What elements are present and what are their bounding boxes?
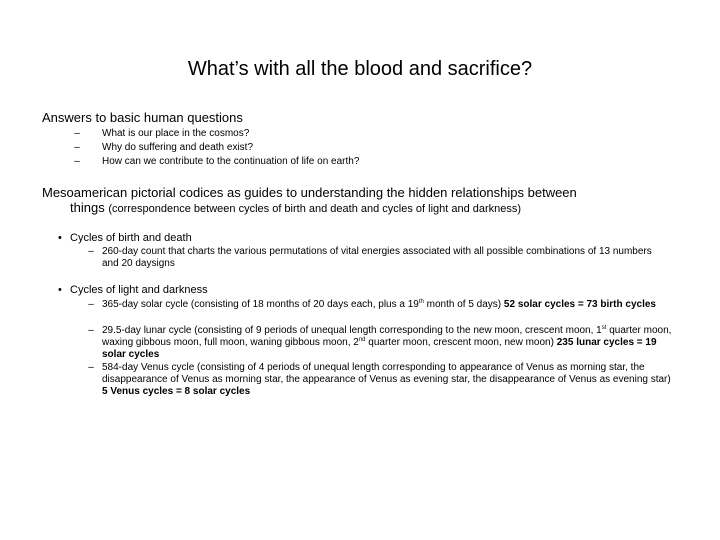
- solar-cycle-description: [102, 299, 677, 311]
- heading-lead-word: things: [70, 200, 105, 215]
- bullet-marker: •: [58, 232, 62, 244]
- question-text: How can we contribute to the continuation of life on earth?: [102, 156, 360, 167]
- venus-equivalence: 5 Venus cycles = 8 solar cycles: [102, 386, 251, 397]
- lunar-cycle-description: [102, 325, 677, 361]
- bullet-label-birth-death: Cycles of birth and death: [70, 232, 192, 244]
- ordinal-suffix: st: [601, 325, 607, 331]
- dash-marker: –: [74, 128, 80, 139]
- heading-parenthetical: (correspondence between cycles of birth and death and cycles of light and darkness): [108, 203, 522, 215]
- question-text: What is our place in the cosmos?: [102, 128, 250, 139]
- question-text: Why do suffering and death exist?: [102, 142, 254, 153]
- lunar-text: 29.5-day lunar cycle (consisting of 9 periods of unequal length corresponding to the new moon, crescent moon, 1: [102, 325, 602, 336]
- ordinal-suffix: th: [418, 299, 424, 305]
- dash-marker: –: [88, 299, 94, 310]
- section-heading-codices: Mesoamerican pictorial codices as guides to understanding the hidden relationships between: [42, 185, 577, 200]
- lunar-text-end: quarter moon, crescent moon, new moon): [365, 337, 554, 348]
- solar-text-end: month of 5 days): [423, 299, 502, 310]
- venus-text: 584-day Venus cycle (consisting of 4 periods of unequal length corresponding to appearance of Venus as morning star, the disappearance of Venus as morning star, the appearance of Venus as evening star, the disappearance of Venus as evening star): [102, 362, 671, 385]
- bullet-label-light-darkness: Cycles of light and darkness: [70, 284, 208, 296]
- cycle-description: 260-day count that charts the various permutations of vital energies associated with all possible combinations of 13 numbers and 20 daysigns: [102, 246, 652, 269]
- solar-text: 365-day solar cycle (consisting of 18 months of 20 days each, plus a 19: [102, 299, 419, 310]
- section-heading-questions: Answers to basic human questions: [42, 110, 243, 125]
- lunar-equivalence: 235 lunar cycles = 19 solar cycles: [102, 337, 657, 360]
- dash-marker: –: [74, 156, 80, 167]
- solar-equivalence: 52 solar cycles = 73 birth cycles: [503, 299, 656, 310]
- slide-title: What’s with all the blood and sacrifice?: [187, 58, 533, 80]
- dash-marker: –: [88, 325, 94, 336]
- venus-cycle-description: [102, 362, 677, 398]
- section-heading-codices-line2: [70, 200, 521, 217]
- ordinal-suffix: nd: [358, 337, 366, 343]
- dash-marker: –: [74, 142, 80, 153]
- dash-marker: –: [88, 362, 94, 373]
- bullet-marker: •: [58, 284, 62, 296]
- dash-marker: –: [88, 246, 94, 257]
- lunar-text-mid: quarter moon, waxing gibbous moon, full moon, waning gibbous moon, 2: [102, 325, 672, 348]
